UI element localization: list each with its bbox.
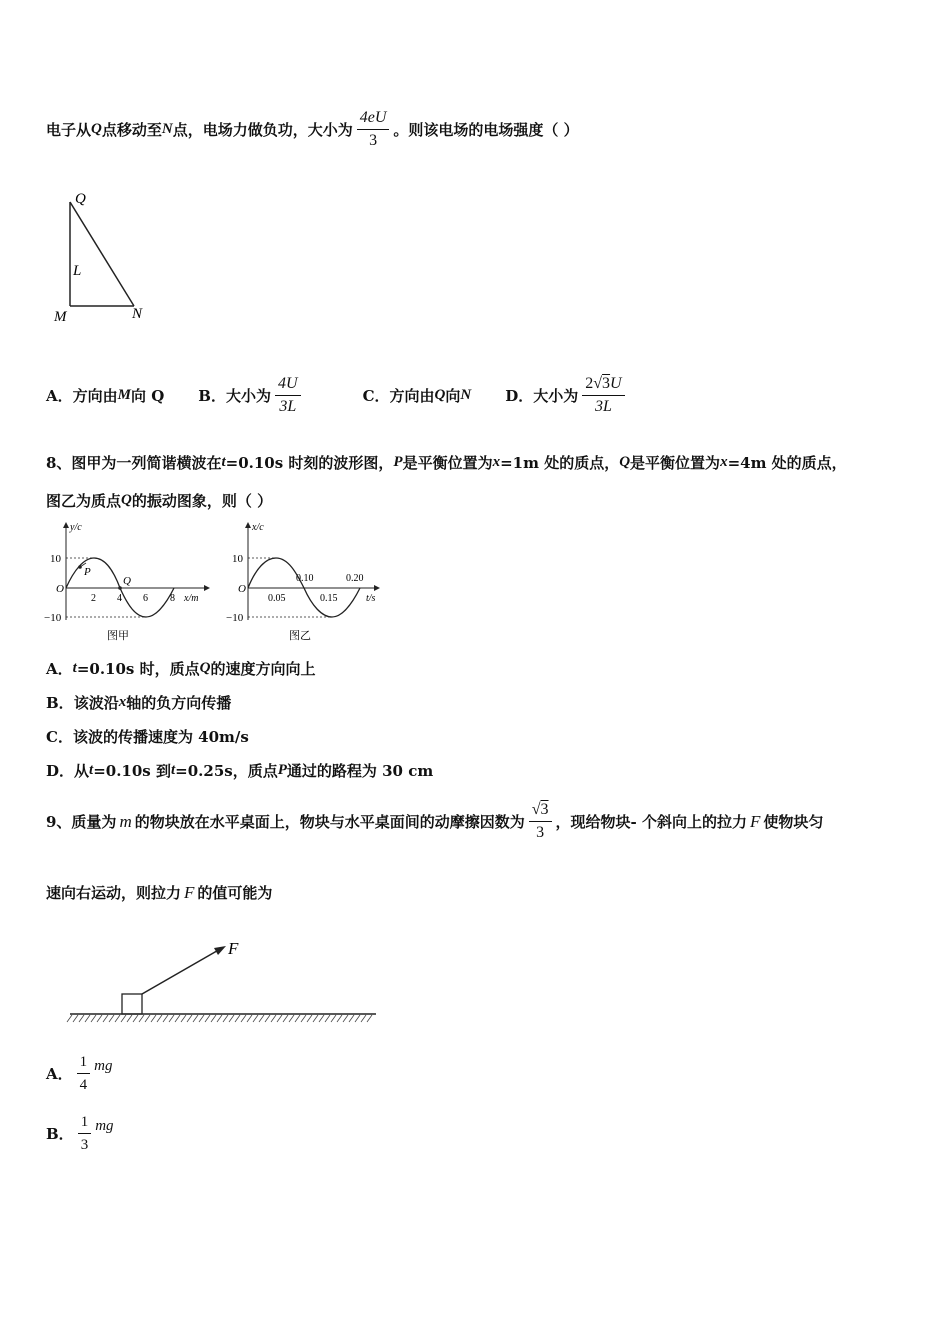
hatch-mark	[367, 1015, 372, 1022]
caption: 图甲	[107, 630, 129, 642]
q7-point-n: N	[161, 121, 173, 137]
q7-stem-text: 点，电场力做负功，大小为	[172, 121, 353, 139]
force-arrowhead	[214, 946, 226, 955]
q9-stem-line1: 9、质量为 m 的物块放在水平桌面上，物块与水平桌面间的动摩擦因数为 $\frac{√3}{3}$ ，现给物块- 个斜向上的拉力 F 使物块匀	[46, 801, 824, 841]
block	[122, 994, 142, 1014]
hatch-mark	[103, 1015, 108, 1022]
hatch-mark	[157, 1015, 162, 1022]
hatch-mark	[247, 1015, 252, 1022]
tick-label: 8	[170, 593, 175, 604]
xlabel: x/m	[184, 593, 199, 604]
q8-vibration-figure	[224, 520, 384, 645]
q8-stem-line2: 图乙为质点 Q 的振动图象，则（ ）	[46, 492, 273, 510]
hatch-mark	[133, 1015, 138, 1022]
label-q: Q	[75, 191, 86, 207]
hatch-mark	[301, 1015, 306, 1022]
ymax-label: 10	[50, 553, 61, 565]
origin-label: O	[238, 583, 246, 595]
x-axis-arrow	[374, 585, 380, 591]
hatch-mark	[85, 1015, 90, 1022]
ymin-label: −10	[226, 612, 244, 624]
tick-label: 0.15	[320, 593, 338, 604]
q8-option-d[interactable]: D． 从 t =0.10s 到 t =0.25s，质点 P 通过的路程为 30 cm	[46, 762, 434, 780]
hatch-mark	[271, 1015, 276, 1022]
hatch-mark	[91, 1015, 96, 1022]
hatch-mark	[223, 1015, 228, 1022]
point-q	[118, 586, 122, 590]
tick-label: 2	[91, 593, 96, 604]
hatch-mark	[193, 1015, 198, 1022]
label-l: L	[73, 263, 82, 279]
hatch-mark	[253, 1015, 258, 1022]
hatch-mark	[259, 1015, 264, 1022]
hatch-mark	[139, 1015, 144, 1022]
hatch-mark	[205, 1015, 210, 1022]
hatch-mark	[187, 1015, 192, 1022]
q7-option-a[interactable]: A． 方向由 M 向 Q	[46, 387, 165, 405]
hatch-mark	[217, 1015, 222, 1022]
hatch-mark	[199, 1015, 204, 1022]
hatch-mark	[361, 1015, 366, 1022]
tick-label: 0.20	[346, 573, 364, 584]
q7-option-b[interactable]: B． 大小为 $\frac{4U}{3L}$	[198, 374, 304, 417]
force-arrow	[142, 948, 222, 994]
hatch-mark	[289, 1015, 294, 1022]
ymin-label: −10	[44, 612, 62, 624]
tick-label: 0.05	[268, 593, 286, 604]
hatch-mark	[79, 1015, 84, 1022]
q7-stem-text: 电子从	[46, 121, 92, 139]
hatch-mark	[67, 1015, 72, 1022]
q7-option-d[interactable]: D． 大小为 $\frac{2√3U}{3L}$	[505, 374, 628, 417]
q8-stem-line1: 8、图甲为一列简谐横波在 t =0.10s 时刻的波形图， P 是平衡位置为 x =1m 处的质点， Q 是平衡位置为 x =4m 处的质点，	[46, 454, 847, 472]
ylabel: y/c	[70, 522, 82, 533]
ymax-label: 10	[232, 553, 243, 565]
q8-option-b[interactable]: B． 该波沿 x 轴的负方向传播	[46, 694, 232, 712]
hatch-mark	[331, 1015, 336, 1022]
hatch-mark	[175, 1015, 180, 1022]
hatch-mark	[151, 1015, 156, 1022]
q7-stem-text: 点移动至	[101, 121, 162, 139]
tick-label: 6	[143, 593, 148, 604]
hatch-mark	[127, 1015, 132, 1022]
hatch-mark	[307, 1015, 312, 1022]
hatch-mark	[211, 1015, 216, 1022]
label-m: M	[54, 309, 67, 325]
xlabel: t/s	[366, 593, 376, 604]
hatch-mark	[145, 1015, 150, 1022]
q8-wave-figure	[44, 520, 212, 645]
hatch-mark	[97, 1015, 102, 1022]
hatch-mark	[337, 1015, 342, 1022]
y-axis-arrow	[245, 522, 251, 528]
caption: 图乙	[289, 630, 311, 642]
q7-triangle-figure	[50, 188, 160, 328]
hatch-mark	[355, 1015, 360, 1022]
hatch-mark	[343, 1015, 348, 1022]
q8-option-a[interactable]: A． t =0.10s 时，质点 Q 的速度方向向上	[46, 660, 316, 678]
q9-friction-fraction: $\frac{√3}{3}$	[529, 800, 552, 843]
q-label: Q	[123, 575, 131, 587]
hatch-mark	[235, 1015, 240, 1022]
q7-stem	[46, 108, 579, 151]
hatch-mark	[115, 1015, 120, 1022]
origin-label: O	[56, 583, 64, 595]
hatch-mark	[325, 1015, 330, 1022]
hatch-mark	[169, 1015, 174, 1022]
hatch-mark	[283, 1015, 288, 1022]
y-axis-arrow	[63, 522, 69, 528]
q9-block-figure	[66, 936, 382, 1028]
ground-hatch	[67, 1015, 372, 1022]
hatch-mark	[73, 1015, 78, 1022]
hatch-mark	[121, 1015, 126, 1022]
hatch-mark	[109, 1015, 114, 1022]
q8-option-c[interactable]: C． 该波的传播速度为 40m/s	[46, 728, 249, 746]
x-axis-arrow	[204, 585, 210, 591]
q7-point-q: Q	[91, 121, 102, 137]
hatch-mark	[241, 1015, 246, 1022]
label-n: N	[132, 306, 143, 322]
hatch-mark	[277, 1015, 282, 1022]
hatch-mark	[163, 1015, 168, 1022]
hatch-mark	[295, 1015, 300, 1022]
p-label: P	[84, 566, 91, 578]
hatch-mark	[181, 1015, 186, 1022]
hatch-mark	[313, 1015, 318, 1022]
q9-option-b[interactable]: B． $\frac{1}{3}$ mg	[46, 1114, 114, 1153]
hatch-mark	[229, 1015, 234, 1022]
q9-stem-line2: 速向右运动，则拉力 F 的值可能为	[46, 882, 273, 902]
ylabel: x/c	[252, 522, 264, 533]
tick-label: 0.10	[296, 573, 314, 584]
tick-label: 4	[117, 593, 122, 604]
hatch-mark	[265, 1015, 270, 1022]
q7-option-c[interactable]: C． 方向由 Q 向 N	[362, 387, 472, 405]
side-qn	[70, 202, 134, 306]
force-label: F	[228, 939, 239, 958]
hatch-mark	[349, 1015, 354, 1022]
q7-work-fraction: $\frac{4eU}{3}$	[357, 108, 390, 151]
q7-options	[46, 374, 663, 417]
q7-stem-text: 。则该电场的电场强度（ ）	[393, 121, 579, 139]
q9-option-a[interactable]: A． $\frac{1}{4}$ mg	[46, 1054, 113, 1093]
hatch-mark	[319, 1015, 324, 1022]
